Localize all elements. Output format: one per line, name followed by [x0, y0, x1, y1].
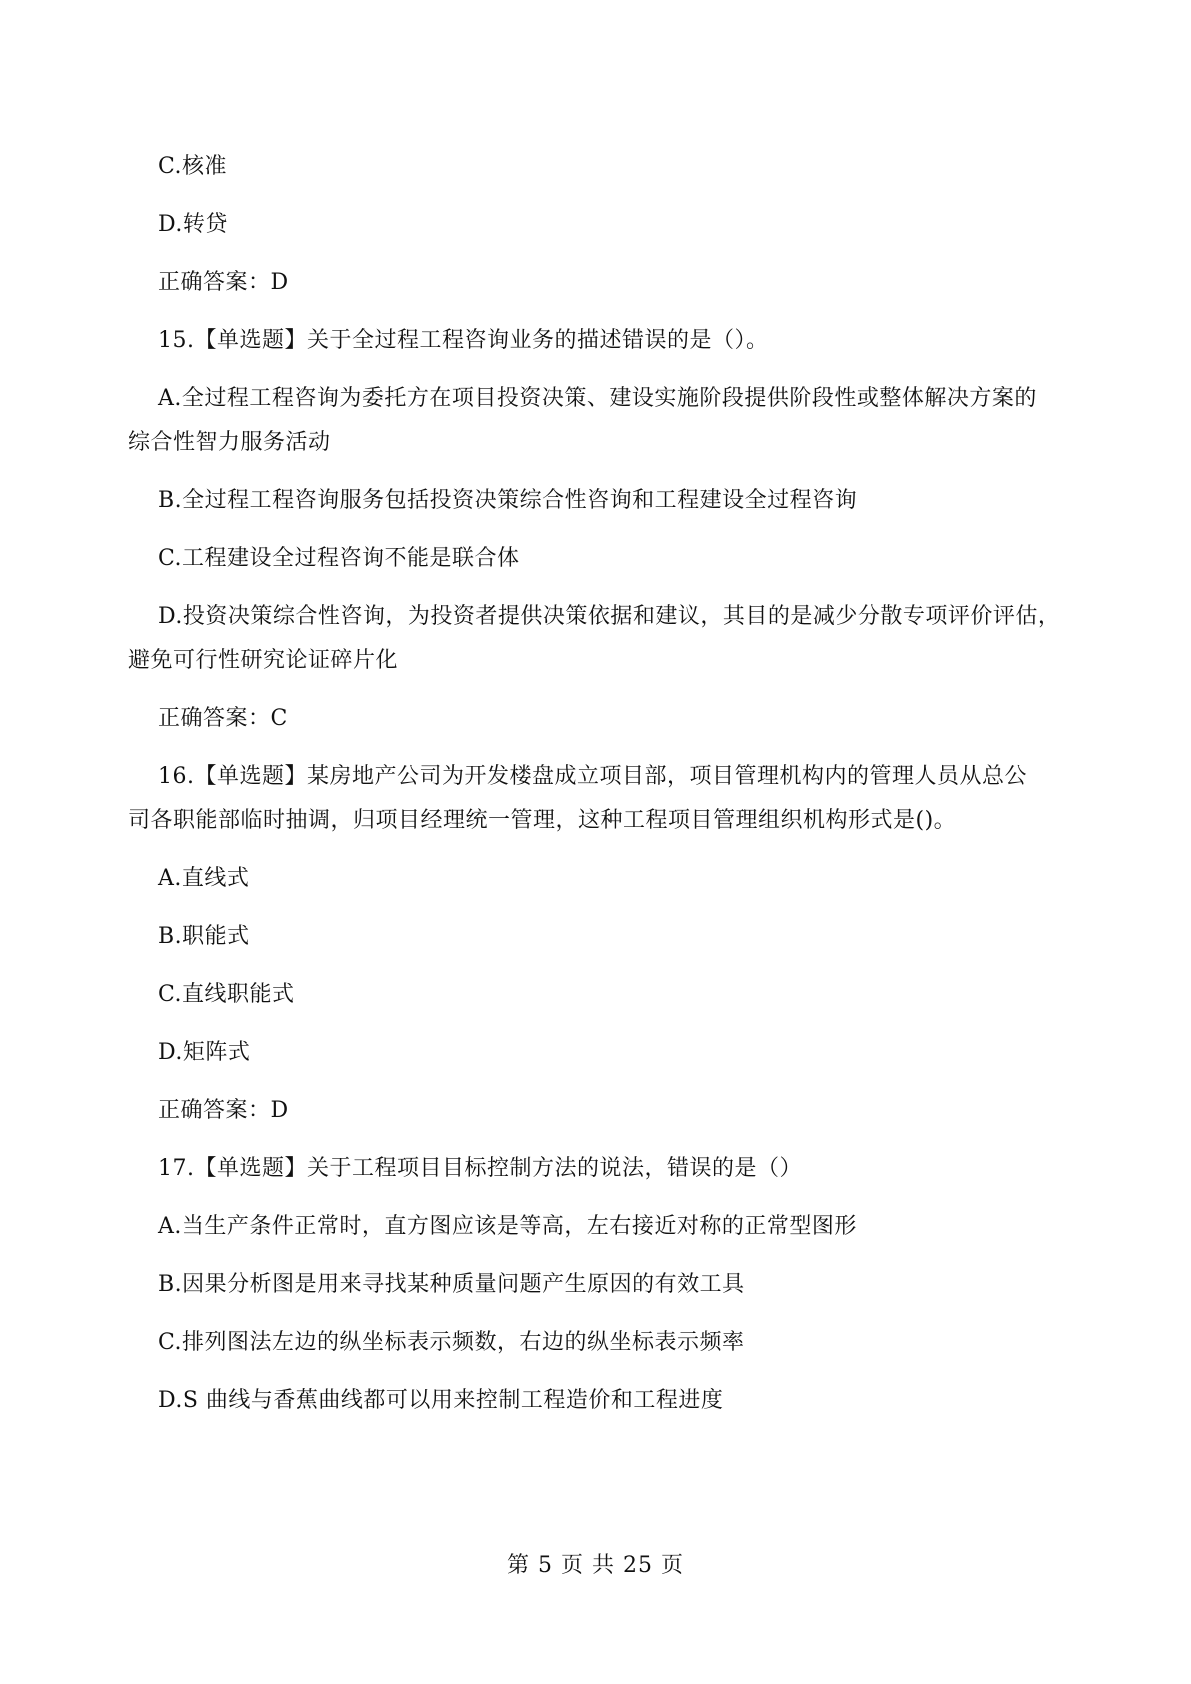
option-17-b: B.因果分析图是用来寻找某种质量问题产生原因的有效工具 [158, 1272, 745, 1297]
option-15-d-line-2: 避免可行性研究论证碎片化 [128, 648, 399, 673]
option-15-a-line-2: 综合性智力服务活动 [128, 430, 331, 455]
question-17: 17.【单选题】关于工程项目目标控制方法的说法，错误的是（） [158, 1156, 802, 1181]
option-17-d: D.S 曲线与香蕉曲线都可以用来控制工程造价和工程进度 [158, 1388, 724, 1413]
option-16-a: A.直线式 [158, 866, 250, 891]
option-15-a-line-1: A.全过程工程咨询为委托方在项目投资决策、建设实施阶段提供阶段性或整体解决方案的 [158, 386, 1037, 411]
option-17-c: C.排列图法左边的纵坐标表示频数，右边的纵坐标表示频率 [158, 1330, 745, 1355]
option-15-d-line-1: D.投资决策综合性咨询，为投资者提供决策依据和建议，其目的是减少分散专项评价评估， [158, 604, 1061, 629]
question-16-line-2: 司各职能部临时抽调，归项目经理统一管理，这种工程项目管理组织机构形式是()。 [128, 808, 957, 833]
question-15: 15.【单选题】关于全过程工程咨询业务的描述错误的是（）。 [158, 328, 769, 353]
page-number-footer: 第 5 页 共 25 页 [507, 1553, 684, 1578]
option-16-c: C.直线职能式 [158, 982, 295, 1007]
answer-16: 正确答案：D [158, 1098, 289, 1123]
option-14-d: D.转贷 [158, 212, 228, 237]
question-16-line-1: 16.【单选题】某房地产公司为开发楼盘成立项目部，项目管理机构内的管理人员从总公 [158, 764, 1027, 789]
option-14-c: C.核准 [158, 154, 228, 179]
answer-14: 正确答案：D [158, 270, 289, 295]
option-16-d: D.矩阵式 [158, 1040, 251, 1065]
answer-15: 正确答案：C [158, 706, 288, 731]
option-15-c: C.工程建设全过程咨询不能是联合体 [158, 546, 520, 571]
option-17-a: A.当生产条件正常时，直方图应该是等高，左右接近对称的正常型图形 [158, 1214, 857, 1239]
option-15-b: B.全过程工程咨询服务包括投资决策综合性咨询和工程建设全过程咨询 [158, 488, 858, 513]
option-16-b: B.职能式 [158, 924, 250, 949]
